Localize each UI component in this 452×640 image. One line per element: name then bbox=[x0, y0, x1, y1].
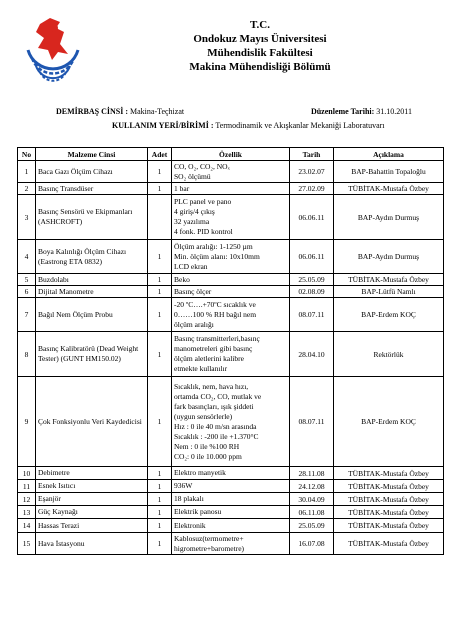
cell-no: 11 bbox=[18, 480, 36, 493]
cell-feature bbox=[172, 377, 290, 467]
cell-qty: 1 bbox=[148, 274, 172, 286]
cell-date: 28.11.08 bbox=[290, 467, 334, 480]
cell-feature bbox=[172, 240, 290, 274]
cell-qty: 1 bbox=[148, 183, 172, 195]
table-row bbox=[18, 480, 444, 493]
table-row bbox=[18, 533, 444, 555]
inventory-table bbox=[17, 147, 444, 555]
cell-qty: 1 bbox=[148, 240, 172, 274]
feature-line: higrometre+barometre) bbox=[174, 543, 245, 553]
cell-desc: TÜBİTAK-Mustafa Özbey bbox=[334, 519, 444, 533]
cell-name: Baca Gazı Ölçüm Cihazı bbox=[36, 161, 148, 183]
feature-line: 4 fonk. PID kontrol bbox=[174, 227, 233, 236]
demirbas-value: Makina-Teçhizat bbox=[130, 107, 185, 116]
cell-qty: 1 bbox=[148, 467, 172, 480]
cell-no: 5 bbox=[18, 274, 36, 286]
feature-line: ölçüm aletlerini kalibre bbox=[174, 354, 244, 363]
cell-no: 10 bbox=[18, 467, 36, 480]
cell-desc: BAP-Erdem KOÇ bbox=[334, 298, 444, 332]
feature-line: 936W bbox=[174, 481, 193, 490]
cell-feature bbox=[172, 480, 290, 493]
feature-line: Elektrik panosu bbox=[174, 507, 222, 516]
header-name: Malzeme Cinsi bbox=[36, 148, 148, 161]
cell-desc: TÜBİTAK-Mustafa Özbey bbox=[334, 480, 444, 493]
cell-feature bbox=[172, 298, 290, 332]
cell-name: Hava İstasyonu bbox=[36, 533, 148, 555]
cell-name: Boya Kalınlığı Ölçüm Cihazı (Eastrong ETA 0832) bbox=[36, 240, 148, 274]
feature-line: 4 giriş/4 çıkış bbox=[174, 207, 215, 216]
cell-feature bbox=[172, 506, 290, 519]
cell-qty: 1 bbox=[148, 298, 172, 332]
cell-feature bbox=[172, 493, 290, 506]
feature-line: ölçüm aralığı bbox=[174, 319, 214, 329]
cell-date: 02.08.09 bbox=[290, 286, 334, 298]
cell-feature bbox=[172, 161, 290, 183]
cell-date: 25.05.09 bbox=[290, 519, 334, 533]
feature-line: LCD ekran bbox=[174, 261, 208, 271]
feature-line: Basınç ölçer bbox=[174, 286, 212, 296]
cell-qty: 1 bbox=[148, 161, 172, 183]
header-no: No bbox=[18, 148, 36, 161]
table-header-row bbox=[18, 148, 444, 161]
feature-line: 18 plakalı bbox=[174, 494, 204, 503]
cell-desc: BAP-Lütfü Namlı bbox=[334, 286, 444, 298]
table-row bbox=[18, 493, 444, 506]
feature-line: fark basınçları, ışık şiddeti bbox=[174, 401, 254, 411]
cell-date: 08.07.11 bbox=[290, 377, 334, 467]
cell-feature bbox=[172, 467, 290, 480]
feature-line: Beko bbox=[174, 274, 190, 284]
cell-qty: 1 bbox=[148, 519, 172, 533]
date-value: 31.10.2011 bbox=[376, 107, 412, 116]
cell-no: 8 bbox=[18, 332, 36, 377]
cell-name: Buzdolabı bbox=[36, 274, 148, 286]
cell-date: 24.12.08 bbox=[290, 480, 334, 493]
cell-date: 08.07.11 bbox=[290, 298, 334, 332]
cell-desc: Rektörlük bbox=[334, 332, 444, 377]
table-row bbox=[18, 506, 444, 519]
cell-date: 06.06.11 bbox=[290, 240, 334, 274]
feature-line: 0……100 % RH bağıl nem bbox=[174, 309, 257, 319]
cell-qty: 1 bbox=[148, 493, 172, 506]
cell-name: Bağıl Nem Ölçüm Probu bbox=[36, 298, 148, 332]
unit-line bbox=[112, 121, 385, 130]
cell-no: 7 bbox=[18, 298, 36, 332]
header-line-4: Makina Mühendisliği Bölümü bbox=[189, 61, 331, 73]
table-row bbox=[18, 286, 444, 298]
cell-date: 06.11.08 bbox=[290, 506, 334, 519]
cell-name: Basınç Kalibratörü (Dead Weight Tester) (GUNT HM150.02) bbox=[36, 332, 148, 377]
cell-feature bbox=[172, 195, 290, 240]
cell-no: 15 bbox=[18, 533, 36, 555]
cell-desc: TÜBİTAK-Mustafa Özbey bbox=[334, 467, 444, 480]
table-body bbox=[18, 161, 444, 555]
cell-name: Güç Kaynağı bbox=[36, 506, 148, 519]
header-date: Tarih bbox=[290, 148, 334, 161]
table-row bbox=[18, 240, 444, 274]
table-row bbox=[18, 183, 444, 195]
cell-no: 9 bbox=[18, 377, 36, 467]
cell-feature bbox=[172, 274, 290, 286]
feature-line: Hız : 0 ile 40 m/sn arasında bbox=[174, 421, 257, 431]
feature-line: Ölçüm aralığı: 1-1250 µm bbox=[174, 241, 253, 251]
cell-feature bbox=[172, 332, 290, 377]
cell-date: 28.04.10 bbox=[290, 332, 334, 377]
cell-desc: BAP-Bahattin Topaloğlu bbox=[334, 161, 444, 183]
cell-qty: 1 bbox=[148, 480, 172, 493]
feature-line: ortamda CO₂, CO, mutlak ve bbox=[174, 391, 262, 401]
cell-date: 06.06.11 bbox=[290, 195, 334, 240]
cell-date: 30.04.09 bbox=[290, 493, 334, 506]
feature-line: CO₂: 0 ile 10.000 ppm bbox=[174, 451, 242, 461]
header-feature: Özellik bbox=[172, 148, 290, 161]
cell-no: 14 bbox=[18, 519, 36, 533]
cell-name: Basınç Sensörü ve Ekipmanları (ASHCROFT) bbox=[36, 195, 148, 240]
feature-line: Nem : 0 ile %100 RH bbox=[174, 441, 240, 451]
cell-desc: BAP-Erdem KOÇ bbox=[334, 377, 444, 467]
cell-no: 3 bbox=[18, 195, 36, 240]
date-field bbox=[311, 107, 412, 116]
demirbas-label: DEMİRBAŞ CİNSİ : bbox=[56, 107, 129, 116]
feature-line: SO₂ ölçümü bbox=[174, 171, 211, 181]
feature-line: -20 ºC….+70ºC sıcaklık ve bbox=[174, 299, 256, 309]
cell-no: 12 bbox=[18, 493, 36, 506]
feature-line: Min. ölçüm alanı: 10x10mm bbox=[174, 251, 260, 261]
table-row bbox=[18, 274, 444, 286]
header-desc: Açıklama bbox=[334, 148, 444, 161]
cell-name: Esnek Isıtıcı bbox=[36, 480, 148, 493]
feature-line: etmekte kullanılır bbox=[174, 364, 228, 373]
feature-line: Elektronik bbox=[174, 520, 206, 530]
cell-feature bbox=[172, 533, 290, 555]
cell-qty: 1 bbox=[148, 533, 172, 555]
table-row bbox=[18, 298, 444, 332]
cell-qty: 1 bbox=[148, 377, 172, 467]
cell-desc: TÜBİTAK-Mustafa Özbey bbox=[334, 506, 444, 519]
feature-line: Basınç transmitterleri,basınç bbox=[174, 334, 260, 343]
cell-feature bbox=[172, 183, 290, 195]
unit-value: Termodinamik ve Akışkanlar Mekaniği Laboratuvarı bbox=[215, 121, 385, 130]
feature-line: manometreleri gibi basınç bbox=[174, 344, 253, 353]
header-qty: Adet bbox=[148, 148, 172, 161]
document-header bbox=[110, 18, 410, 74]
feature-line: Elektro manyetik bbox=[174, 468, 226, 477]
cell-name: Debimetre bbox=[36, 467, 148, 480]
cell-feature bbox=[172, 519, 290, 533]
table-row bbox=[18, 377, 444, 467]
cell-no: 2 bbox=[18, 183, 36, 195]
demirbas-field bbox=[56, 107, 184, 116]
cell-qty: 1 bbox=[148, 332, 172, 377]
date-label: Düzenleme Tarihi: bbox=[310, 107, 375, 116]
unit-label: KULLANIM YERİ/BİRİMİ : bbox=[112, 121, 214, 130]
cell-no: 6 bbox=[18, 286, 36, 298]
table-row bbox=[18, 161, 444, 183]
cell-name: Basınç Transdüser bbox=[36, 183, 148, 195]
cell-desc: BAP-Aydın Durmuş bbox=[334, 240, 444, 274]
cell-date: 16.07.08 bbox=[290, 533, 334, 555]
feature-line: Sıcaklık, nem, hava hızı, bbox=[174, 381, 249, 391]
feature-line: 32 yazılıma bbox=[174, 217, 210, 226]
table-row bbox=[18, 467, 444, 480]
feature-line: Sıcaklık : -200 ile +1.370°C bbox=[174, 431, 259, 441]
header-line-1: T.C. bbox=[250, 19, 270, 31]
cell-desc: TÜBİTAK-Mustafa Özbey bbox=[334, 533, 444, 555]
cell-desc: TÜBİTAK-Mustafa Özbey bbox=[334, 493, 444, 506]
cell-date: 23.02.07 bbox=[290, 161, 334, 183]
cell-qty: 1 bbox=[148, 286, 172, 298]
cell-desc: TÜBİTAK-Mustafa Özbey bbox=[334, 183, 444, 195]
cell-no: 13 bbox=[18, 506, 36, 519]
cell-feature bbox=[172, 286, 290, 298]
cell-date: 27.02.09 bbox=[290, 183, 334, 195]
cell-no: 1 bbox=[18, 161, 36, 183]
table-row bbox=[18, 332, 444, 377]
feature-line: 1 bar bbox=[174, 183, 190, 193]
university-logo bbox=[20, 14, 86, 86]
feature-line: PLC panel ve pano bbox=[174, 197, 232, 206]
feature-line: CO, O₂, CO₂, NOₓ bbox=[174, 161, 230, 171]
cell-name: Hassas Terazi bbox=[36, 519, 148, 533]
cell-name: Eşanjör bbox=[36, 493, 148, 506]
cell-date: 25.05.09 bbox=[290, 274, 334, 286]
feature-line: Kablosuz(termometre+ bbox=[174, 533, 244, 543]
cell-qty: 1 bbox=[148, 506, 172, 519]
cell-name: Dijital Manometre bbox=[36, 286, 148, 298]
table-row bbox=[18, 195, 444, 240]
cell-desc: TÜBİTAK-Mustafa Özbey bbox=[334, 274, 444, 286]
feature-line: (uygun sensörlerle) bbox=[174, 411, 233, 421]
cell-name: Çok Fonksiyonlu Veri Kaydedicisi bbox=[36, 377, 148, 467]
cell-no: 4 bbox=[18, 240, 36, 274]
cell-qty bbox=[148, 195, 172, 240]
header-line-3: Mühendislik Fakültesi bbox=[207, 47, 313, 59]
header-line-2: Ondokuz Mayıs Üniversitesi bbox=[193, 33, 327, 45]
table-row bbox=[18, 519, 444, 533]
cell-desc: BAP-Aydın Durmuş bbox=[334, 195, 444, 240]
